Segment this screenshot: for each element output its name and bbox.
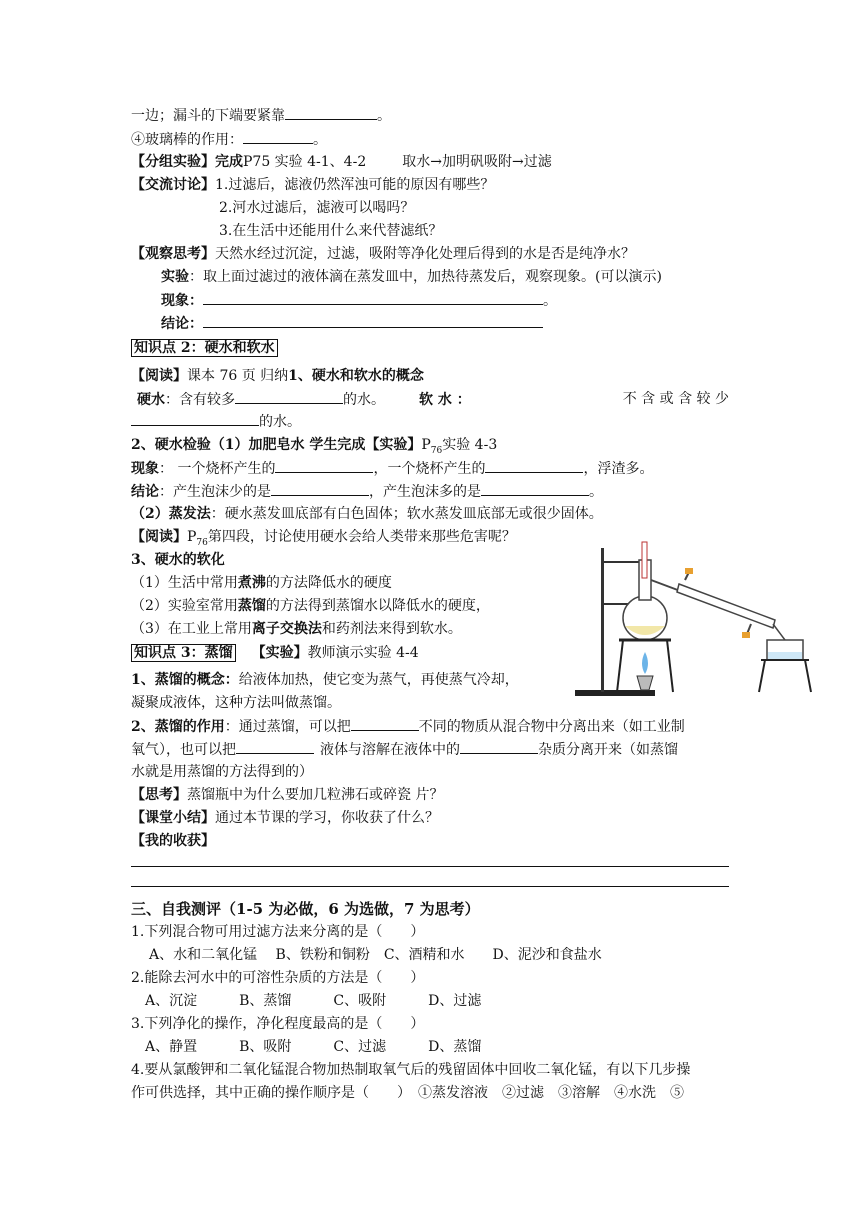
section-label: 【分组实验】完成 <box>131 154 243 170</box>
text-line <box>131 739 678 759</box>
emphasis: 离子交换法 <box>251 621 322 637</box>
text-line <box>219 198 414 218</box>
text-line <box>131 129 327 149</box>
text: 杂质分离开来（如蒸馏 <box>538 742 678 758</box>
text: P <box>187 529 197 545</box>
distillation-apparatus-illustration <box>575 540 815 700</box>
text: 取水→加明矾吸附→过滤 <box>402 154 552 170</box>
text-line <box>131 152 552 172</box>
text-line <box>131 762 313 782</box>
text: 76 <box>430 445 443 456</box>
text-line <box>137 389 729 409</box>
section-label: 【阅读】 <box>131 529 187 545</box>
distillate <box>768 652 802 659</box>
text-line <box>131 785 443 805</box>
text-line <box>131 244 635 264</box>
heading-box: 知识点 3：蒸馏 <box>131 644 236 662</box>
text: ：含有较多 <box>165 392 235 408</box>
knowledge-point-heading <box>131 338 278 358</box>
section-label: 2、蒸馏的作用 <box>131 719 225 735</box>
text: ： 一个烧杯产生的 <box>159 461 276 477</box>
text: 的水。 <box>343 392 385 408</box>
beaker-stand <box>759 660 765 692</box>
text: 1.过滤后，滤液仍然浑浊可能的原因有哪些？ <box>215 177 495 193</box>
section-label: 【交流讨论】 <box>131 177 215 193</box>
section-label: 软 水 ： <box>419 392 471 408</box>
text: 第四段，讨论使用硬水会给人类带来那些危害呢？ <box>207 529 516 545</box>
water-inlet <box>742 632 750 638</box>
text: 4.要从氯酸钾和二氧化锰混合物加热制取氧气后的残留固体中回收二氧化锰，有以下几步操 <box>131 1062 691 1078</box>
text: 。 <box>377 108 391 124</box>
answer-blank[interactable] <box>485 458 583 473</box>
answer-blank[interactable] <box>285 105 377 120</box>
text: A、静置 B、吸附 C、过滤 D、蒸馏 <box>145 1039 482 1055</box>
text: 氧气），也可以把 <box>131 742 236 758</box>
question <box>131 1083 684 1103</box>
section-heading <box>131 898 480 920</box>
text: 2.能除去河水中的可溶性杂质的方法是（ ） <box>131 970 425 986</box>
text-line <box>131 619 462 639</box>
text-line <box>131 643 419 663</box>
condenser <box>677 584 775 628</box>
answer-rule[interactable] <box>131 866 729 867</box>
text: 水就是用蒸馏的方法得到的） <box>131 764 313 780</box>
answer-blank[interactable] <box>243 129 313 144</box>
alcohol-lamp <box>637 676 653 690</box>
text: 的方法得到蒸馏水以降低水的硬度， <box>265 598 490 614</box>
text-line <box>131 670 519 690</box>
text: 不 含 或 含 较 少 <box>622 391 729 407</box>
answer-blank[interactable] <box>203 313 543 328</box>
text-line <box>161 267 662 287</box>
text-line <box>131 435 497 455</box>
question <box>131 922 424 942</box>
text: ：产生泡沫少的是 <box>159 484 271 500</box>
text: 1.下列混合物可用过滤方法来分离的是（ ） <box>131 924 425 940</box>
text: 的方法降低水的硬度 <box>265 575 392 591</box>
text: （2）实验室常用 <box>131 598 238 614</box>
thermometer <box>642 542 647 578</box>
text-line <box>131 596 490 616</box>
text: 作可供选择，其中正确的操作顺序是（ ） ①蒸发溶液 ②过滤 ③溶解 ④水洗 ⑤ <box>131 1085 684 1101</box>
question-options <box>145 1037 481 1057</box>
answer-blank[interactable] <box>203 290 543 305</box>
section-label: 现象 <box>131 461 159 477</box>
text-line <box>131 458 653 478</box>
text: 液体与溶解在液体中的 <box>320 742 460 758</box>
text: 的水。 <box>259 414 301 430</box>
text-line <box>131 527 516 547</box>
text-line <box>131 716 685 736</box>
text-line <box>131 573 392 593</box>
answer-rule[interactable] <box>131 886 729 887</box>
section-label: 1、蒸馏的概念： <box>131 672 239 688</box>
answer-blank[interactable] <box>460 739 538 754</box>
text-line <box>131 175 494 195</box>
text: 3.在生活中还能用什么来代替滤纸？ <box>219 223 443 239</box>
text: 凝聚成液体，这种方法叫做蒸馏。 <box>131 695 341 711</box>
answer-blank[interactable] <box>351 716 419 731</box>
stand-base <box>575 690 655 696</box>
section-label: （2）蒸发法 <box>131 506 211 522</box>
question <box>131 1060 690 1080</box>
question <box>131 1014 424 1034</box>
answer-blank[interactable] <box>275 458 373 473</box>
text-line <box>161 313 543 333</box>
section-label: 现象： <box>161 293 203 309</box>
text-line <box>131 481 603 501</box>
adapter <box>773 624 785 640</box>
text: 天然水经过沉淀，过滤，吸附等净化处理后得到的水是否是纯净水？ <box>215 246 635 262</box>
answer-blank[interactable] <box>131 411 259 426</box>
answer-blank[interactable] <box>235 389 343 404</box>
text: A、沉淀 B、蒸馏 C、吸附 D、过滤 <box>145 993 482 1009</box>
answer-blank[interactable] <box>271 481 369 496</box>
text: 3.下列净化的操作，净化程度最高的是（ ） <box>131 1016 425 1032</box>
text: ：硬水蒸发皿底部有白色固体；软水蒸发皿底部无或很少固体。 <box>210 506 603 522</box>
text-line <box>131 504 603 524</box>
text: ，浮渣多。 <box>583 461 654 477</box>
section-label: 2、硬水检验（1）加肥皂水 学生完成【实验】 <box>131 437 422 453</box>
text: 。 <box>589 484 603 500</box>
heading-text: 三、自我测评（1-5 为必做，6 为选做，7 为思考） <box>131 900 480 918</box>
heading-box: 知识点 2：硬水和软水 <box>131 339 278 357</box>
section-label: 【课堂小结】 <box>131 810 215 826</box>
section-label: 实验 <box>161 269 189 285</box>
text: 教师演示实验 4-4 <box>307 645 419 661</box>
text: 2.河水过滤后，滤液可以喝吗？ <box>219 200 415 216</box>
section-label: 1、硬水和软水的概念 <box>288 368 424 384</box>
answer-blank[interactable] <box>481 481 589 496</box>
section-label: 结论 <box>131 484 159 500</box>
text: 76 <box>196 537 208 548</box>
text-line <box>131 808 439 828</box>
text: 课本 76 页 归纳 <box>187 368 289 384</box>
text-line <box>131 831 215 851</box>
text-line <box>161 290 557 310</box>
text: P <box>421 437 431 453</box>
text-line <box>131 411 301 431</box>
emphasis: 蒸馏 <box>237 598 266 614</box>
text: ，产生泡沫多的是 <box>369 484 481 500</box>
text: 不同的物质从混合物中分离出来（如工业制 <box>418 719 685 735</box>
text: ：通过蒸馏，可以把 <box>224 719 351 735</box>
text: ，一个烧杯产生的 <box>373 461 486 477</box>
text-line <box>219 221 442 241</box>
section-label: 【思考】 <box>131 787 187 803</box>
text: 通过本节课的学习，你收获了什么？ <box>215 810 439 826</box>
text: 实验 4-3 <box>442 437 498 453</box>
section-label: 硬水 <box>137 392 165 408</box>
text: ：取上面过滤过的液体滴在蒸发皿中，加热待蒸发后，观察现象。(可以演示) <box>189 269 662 285</box>
text: 给液体加热，使它变为蒸气，再使蒸气冷却， <box>238 672 519 688</box>
text: （1）生活中常用 <box>131 575 238 591</box>
flame <box>642 652 648 674</box>
text-line <box>131 366 424 386</box>
text: （3）在工业上常用 <box>131 621 252 637</box>
text: 和药剂法来得到软水。 <box>321 621 462 637</box>
water-outlet <box>685 568 693 574</box>
text: 。 <box>543 293 557 309</box>
question-options <box>145 991 481 1011</box>
text: P75 实验 4-1、4-2 <box>243 154 367 170</box>
stand-rod <box>601 548 604 692</box>
text: 蒸馏瓶中为什么要加几粒沸石或碎瓷 片？ <box>187 787 444 803</box>
text: ④玻璃棒的作用： <box>131 132 243 148</box>
text: A、水和二氧化锰 B、铁粉和铜粉 C、酒精和水 D、泥沙和食盐水 <box>149 947 602 963</box>
question-options <box>149 945 602 965</box>
question <box>131 968 424 988</box>
answer-blank[interactable] <box>236 739 314 754</box>
text: 。 <box>313 132 327 148</box>
section-label: 【观察思考】 <box>131 246 215 262</box>
section-label: 【阅读】 <box>131 368 187 384</box>
text: 一边；漏斗的下端要紧靠 <box>131 108 285 124</box>
text-line <box>131 693 341 713</box>
text-line <box>131 550 225 570</box>
section-label: 3、硬水的软化 <box>131 552 225 568</box>
text-line <box>131 105 391 125</box>
section-label: 【实验】 <box>251 645 308 661</box>
section-label: 结论： <box>161 316 203 332</box>
emphasis: 煮沸 <box>237 575 266 591</box>
section-label: 【我的收获】 <box>131 833 215 849</box>
